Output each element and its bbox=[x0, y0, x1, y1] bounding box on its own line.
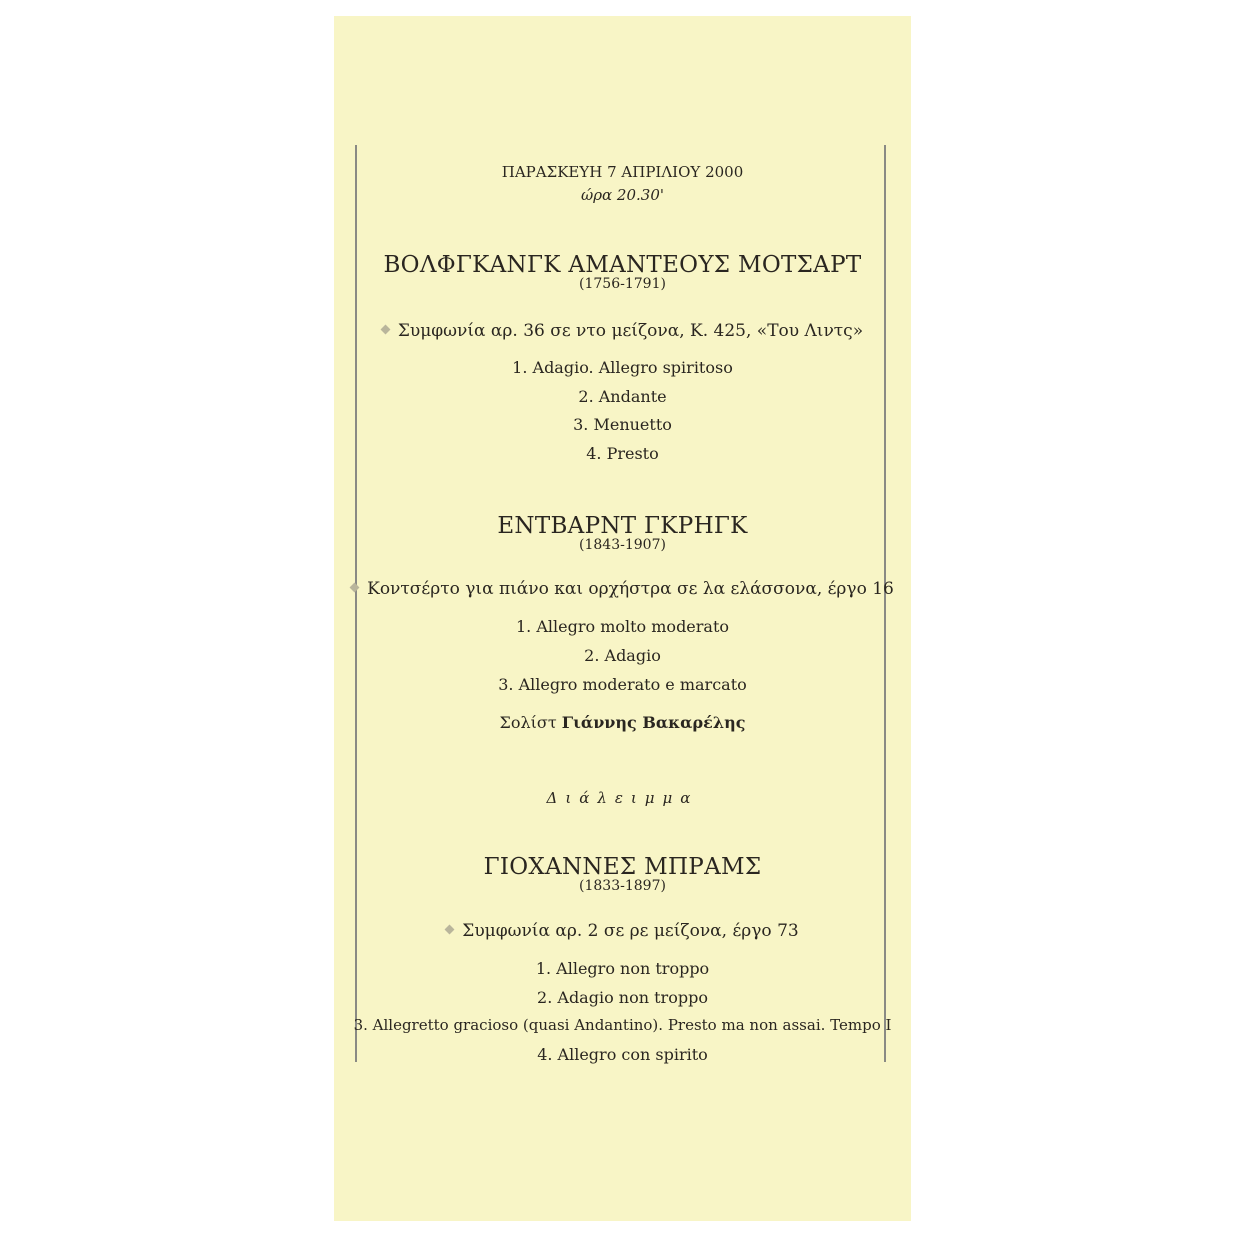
movement: 4. Presto bbox=[586, 444, 659, 463]
movement: 3. Menuetto bbox=[573, 415, 672, 434]
movement: 2. Adagio bbox=[584, 646, 661, 665]
movement: 2. Andante bbox=[578, 387, 667, 406]
movement: 4. Allegro con spirito bbox=[537, 1045, 708, 1064]
concert-time: ώρα 20.30' bbox=[580, 186, 664, 204]
composer-name: ΓΙΟΧΑΝΝΕΣ ΜΠΡΑΜΣ bbox=[483, 854, 762, 880]
movement: 1. Allegro molto moderato bbox=[515, 617, 730, 636]
diamond-bullet-icon bbox=[350, 583, 360, 593]
work-title bbox=[334, 321, 911, 341]
movement: 3. Allegro moderato e marcato bbox=[498, 675, 747, 694]
movement: 1. Allegro non troppo bbox=[535, 959, 710, 978]
work-title-text: Συμφωνία αρ. 2 σε ρε μείζονα, έργο 73 bbox=[462, 921, 799, 941]
diamond-bullet-icon bbox=[445, 925, 455, 935]
soloist-name: Γιάννης Βακαρέλης bbox=[561, 713, 746, 732]
work-title-text: Κοντσέρτο για πιάνο και ορχήστρα σε λα ελάσσονα, έργο 16 bbox=[367, 579, 894, 599]
composer-years: (1843-1907) bbox=[579, 537, 666, 553]
composer-years: (1756-1791) bbox=[579, 276, 666, 292]
movement: 3. Allegretto gracioso (quasi Andantino). Presto ma non assai. Tempo I bbox=[353, 1016, 892, 1034]
interval-label: Διάλειμμα bbox=[546, 789, 699, 807]
soloist-line bbox=[334, 713, 911, 732]
diamond-bullet-icon bbox=[380, 325, 390, 335]
composer-name: ΕΝΤΒΑΡΝΤ ΓΚΡΗΓΚ bbox=[497, 513, 748, 539]
soloist-label: Σολίστ bbox=[499, 713, 557, 732]
work-title-text: Συμφωνία αρ. 36 σε ντο μείζονα, Κ. 425, «Του Λιντς» bbox=[397, 321, 864, 341]
composer-years: (1833-1897) bbox=[579, 878, 666, 894]
composer-name: ΒΟΛΦΓΚΑΝΓΚ ΑΜΑΝΤΕΟΥΣ ΜΟΤΣΑΡΤ bbox=[383, 252, 862, 278]
work-title bbox=[334, 921, 911, 941]
movement: 1. Adagio. Allegro spiritoso bbox=[512, 358, 733, 377]
concert-date: ΠΑΡΑΣΚΕΥΗ 7 ΑΠΡΙΛΙΟΥ 2000 bbox=[501, 163, 744, 181]
movement: 2. Adagio non troppo bbox=[537, 988, 708, 1007]
work-title bbox=[334, 579, 911, 599]
